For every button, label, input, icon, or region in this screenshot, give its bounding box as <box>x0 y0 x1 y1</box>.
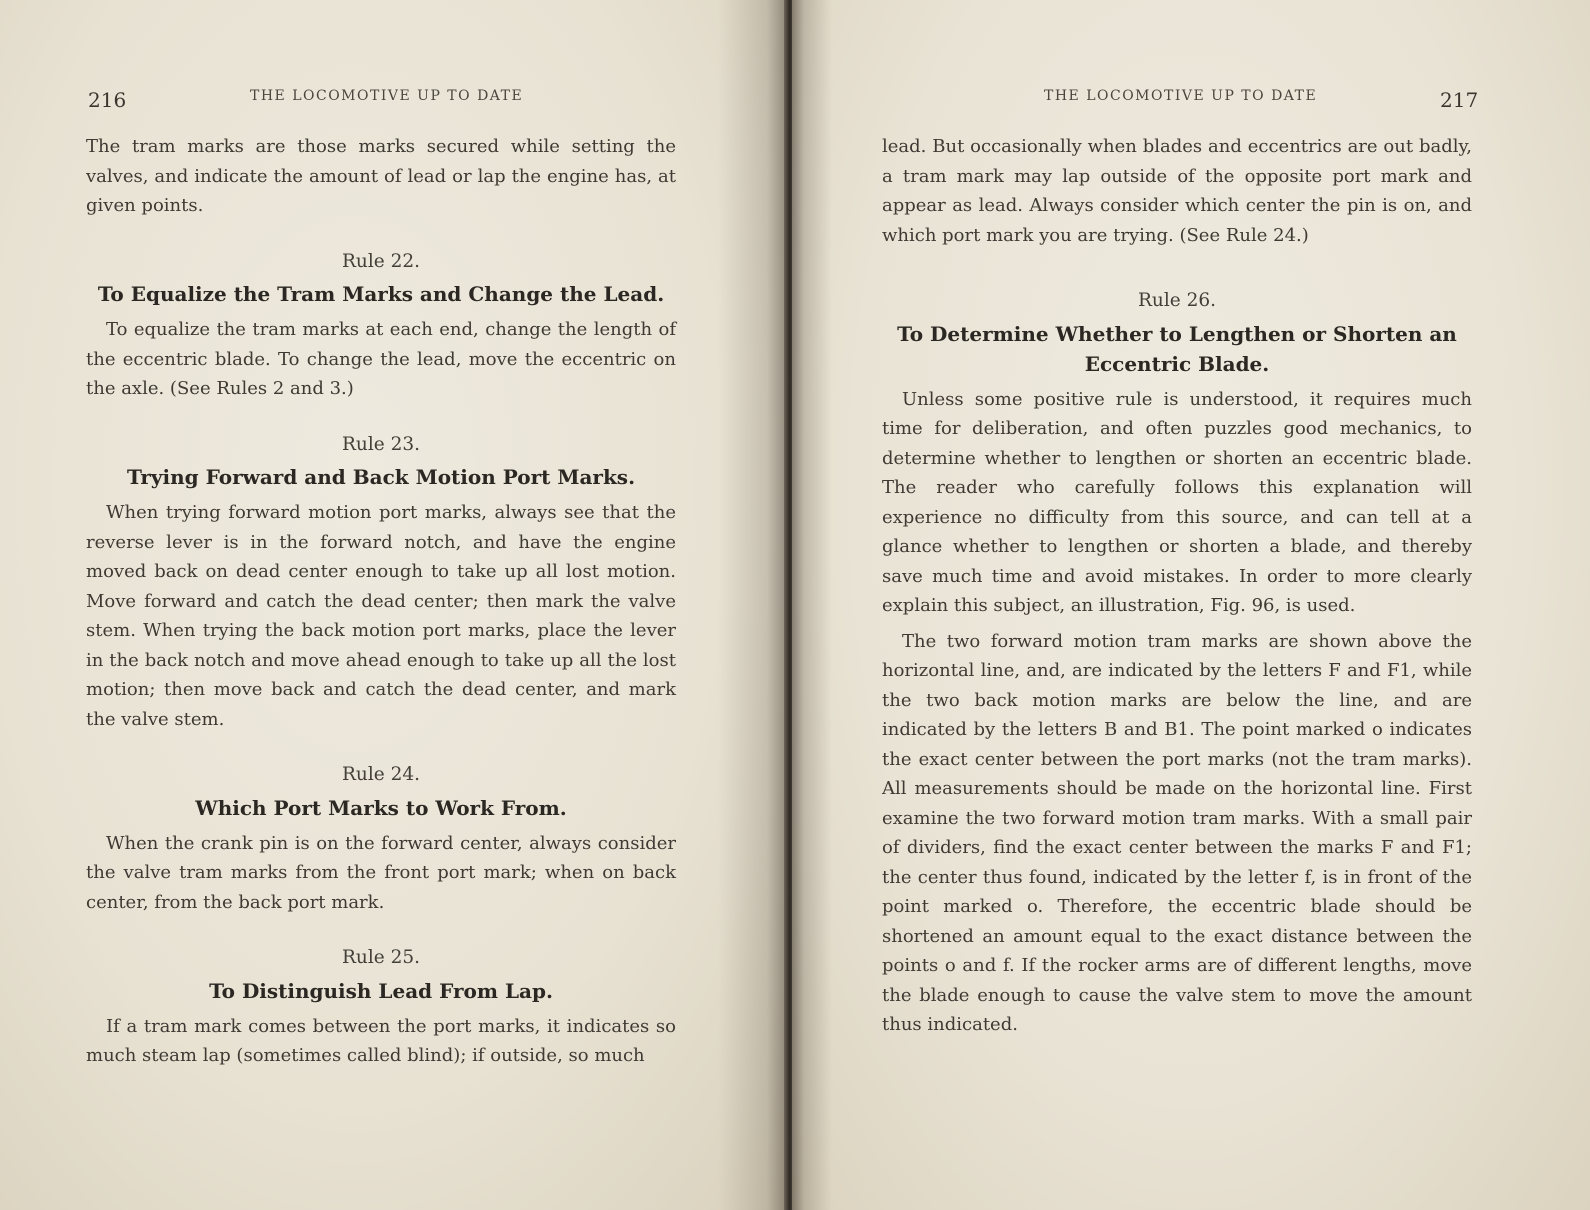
gutter-shadow <box>792 0 832 1210</box>
rule-body: Unless some positive rule is understood, it requires much time for deliberation, and often puzzles good mechanics, to determine whether to lengthen or shorten an eccentric blade. The reader who carefully follows this explanation will experience no difficulty from this source, and can tell at a glance whether to lengthen or shorten a blade, and thereby save much time and avoid mistakes. In order to more clearly explain this subject, an illustration, Fig. 96, is used. <box>882 388 1472 616</box>
rule-title: To Distinguish Lead From Lap. <box>209 978 553 1003</box>
rule-number: Rule 24. <box>341 764 420 785</box>
rule-number: Rule 26. <box>1137 290 1216 311</box>
continuation-paragraph: lead. But occasionally when blades and eccentrics are out badly, a tram mark may lap outside of the opposite port mark and appear as lead. Always consider which center the pin is on, and which port mark you are trying. (See Rule 24.) <box>882 136 1472 246</box>
intro-paragraph: The tram marks are those marks secured while setting the valves, and indicate the amount of lead or lap the engine has, at given points. <box>86 136 676 216</box>
left-text-column <box>86 132 676 1077</box>
right-page <box>792 0 1590 1210</box>
rule-title: Trying Forward and Back Motion Port Marks. <box>126 465 636 489</box>
running-head-left: THE LOCOMOTIVE UP TO DATE <box>250 88 524 104</box>
right-text-column <box>882 132 1472 1046</box>
rule-body: To equalize the tram marks at each end, change the length of the eccentric blade. To change the lead, move the eccentric on the axle. (See Rules 2 and 3.) <box>86 319 676 399</box>
rule-title: To Equalize the Tram Marks and Change the Lead. <box>97 282 665 306</box>
page-number-right: 217 <box>1440 88 1479 112</box>
gutter-shadow <box>718 0 788 1210</box>
page-number-left: 216 <box>88 88 127 112</box>
rule-body: When the crank pin is on the forward center, always consider the valve tram marks from the front port mark; when on back center, from the back port mark. <box>86 832 676 913</box>
rule-title: To Determine Whether to Lengthen or Shorten an Eccentric Blade. <box>897 321 1457 376</box>
left-page <box>0 0 788 1210</box>
rule-number: Rule 22. <box>341 250 420 272</box>
rule-body: If a tram mark comes between the port marks, it indicates so much steam lap (sometimes called blind); if outside, so much <box>86 1015 676 1066</box>
rule-body: When trying forward motion port marks, always see that the reverse lever is in the forward notch, and have the engine moved back on dead center enough to take up all lost motion. Move forward and catch the dead center; then mark the valve stem. When trying the back motion port marks, place the lever in the back notch and move ahead enough to take up all the lost motion; then move back and catch the dead center, and mark the valve stem. <box>86 502 676 730</box>
rule-body: The two forward motion tram marks are shown above the horizontal line, and, are indicated by the letters F and F1, while the two back motion marks are below the line, and are indicated by the letters B and B1. The point marked o indicates the exact center between the port marks (not the tram marks). All measurements should be made on the horizontal line. First examine the two forward motion tram marks. With a small pair of dividers, find the exact center between the marks F and F1; the center thus found, indicated by the letter f, is in front of the point marked o. Therefore, the eccentric blade should be shortened an amount equal to the exact distance between the points o and f. If the rocker arms are of different lengths, move the blade enough to cause the valve stem to move the amount thus indicated. <box>882 630 1472 1035</box>
running-head-right: THE LOCOMOTIVE UP TO DATE <box>1044 88 1318 104</box>
rule-number: Rule 25. <box>341 947 420 968</box>
rule-number: Rule 23. <box>341 433 420 455</box>
rule-title: Which Port Marks to Work From. <box>195 795 567 820</box>
